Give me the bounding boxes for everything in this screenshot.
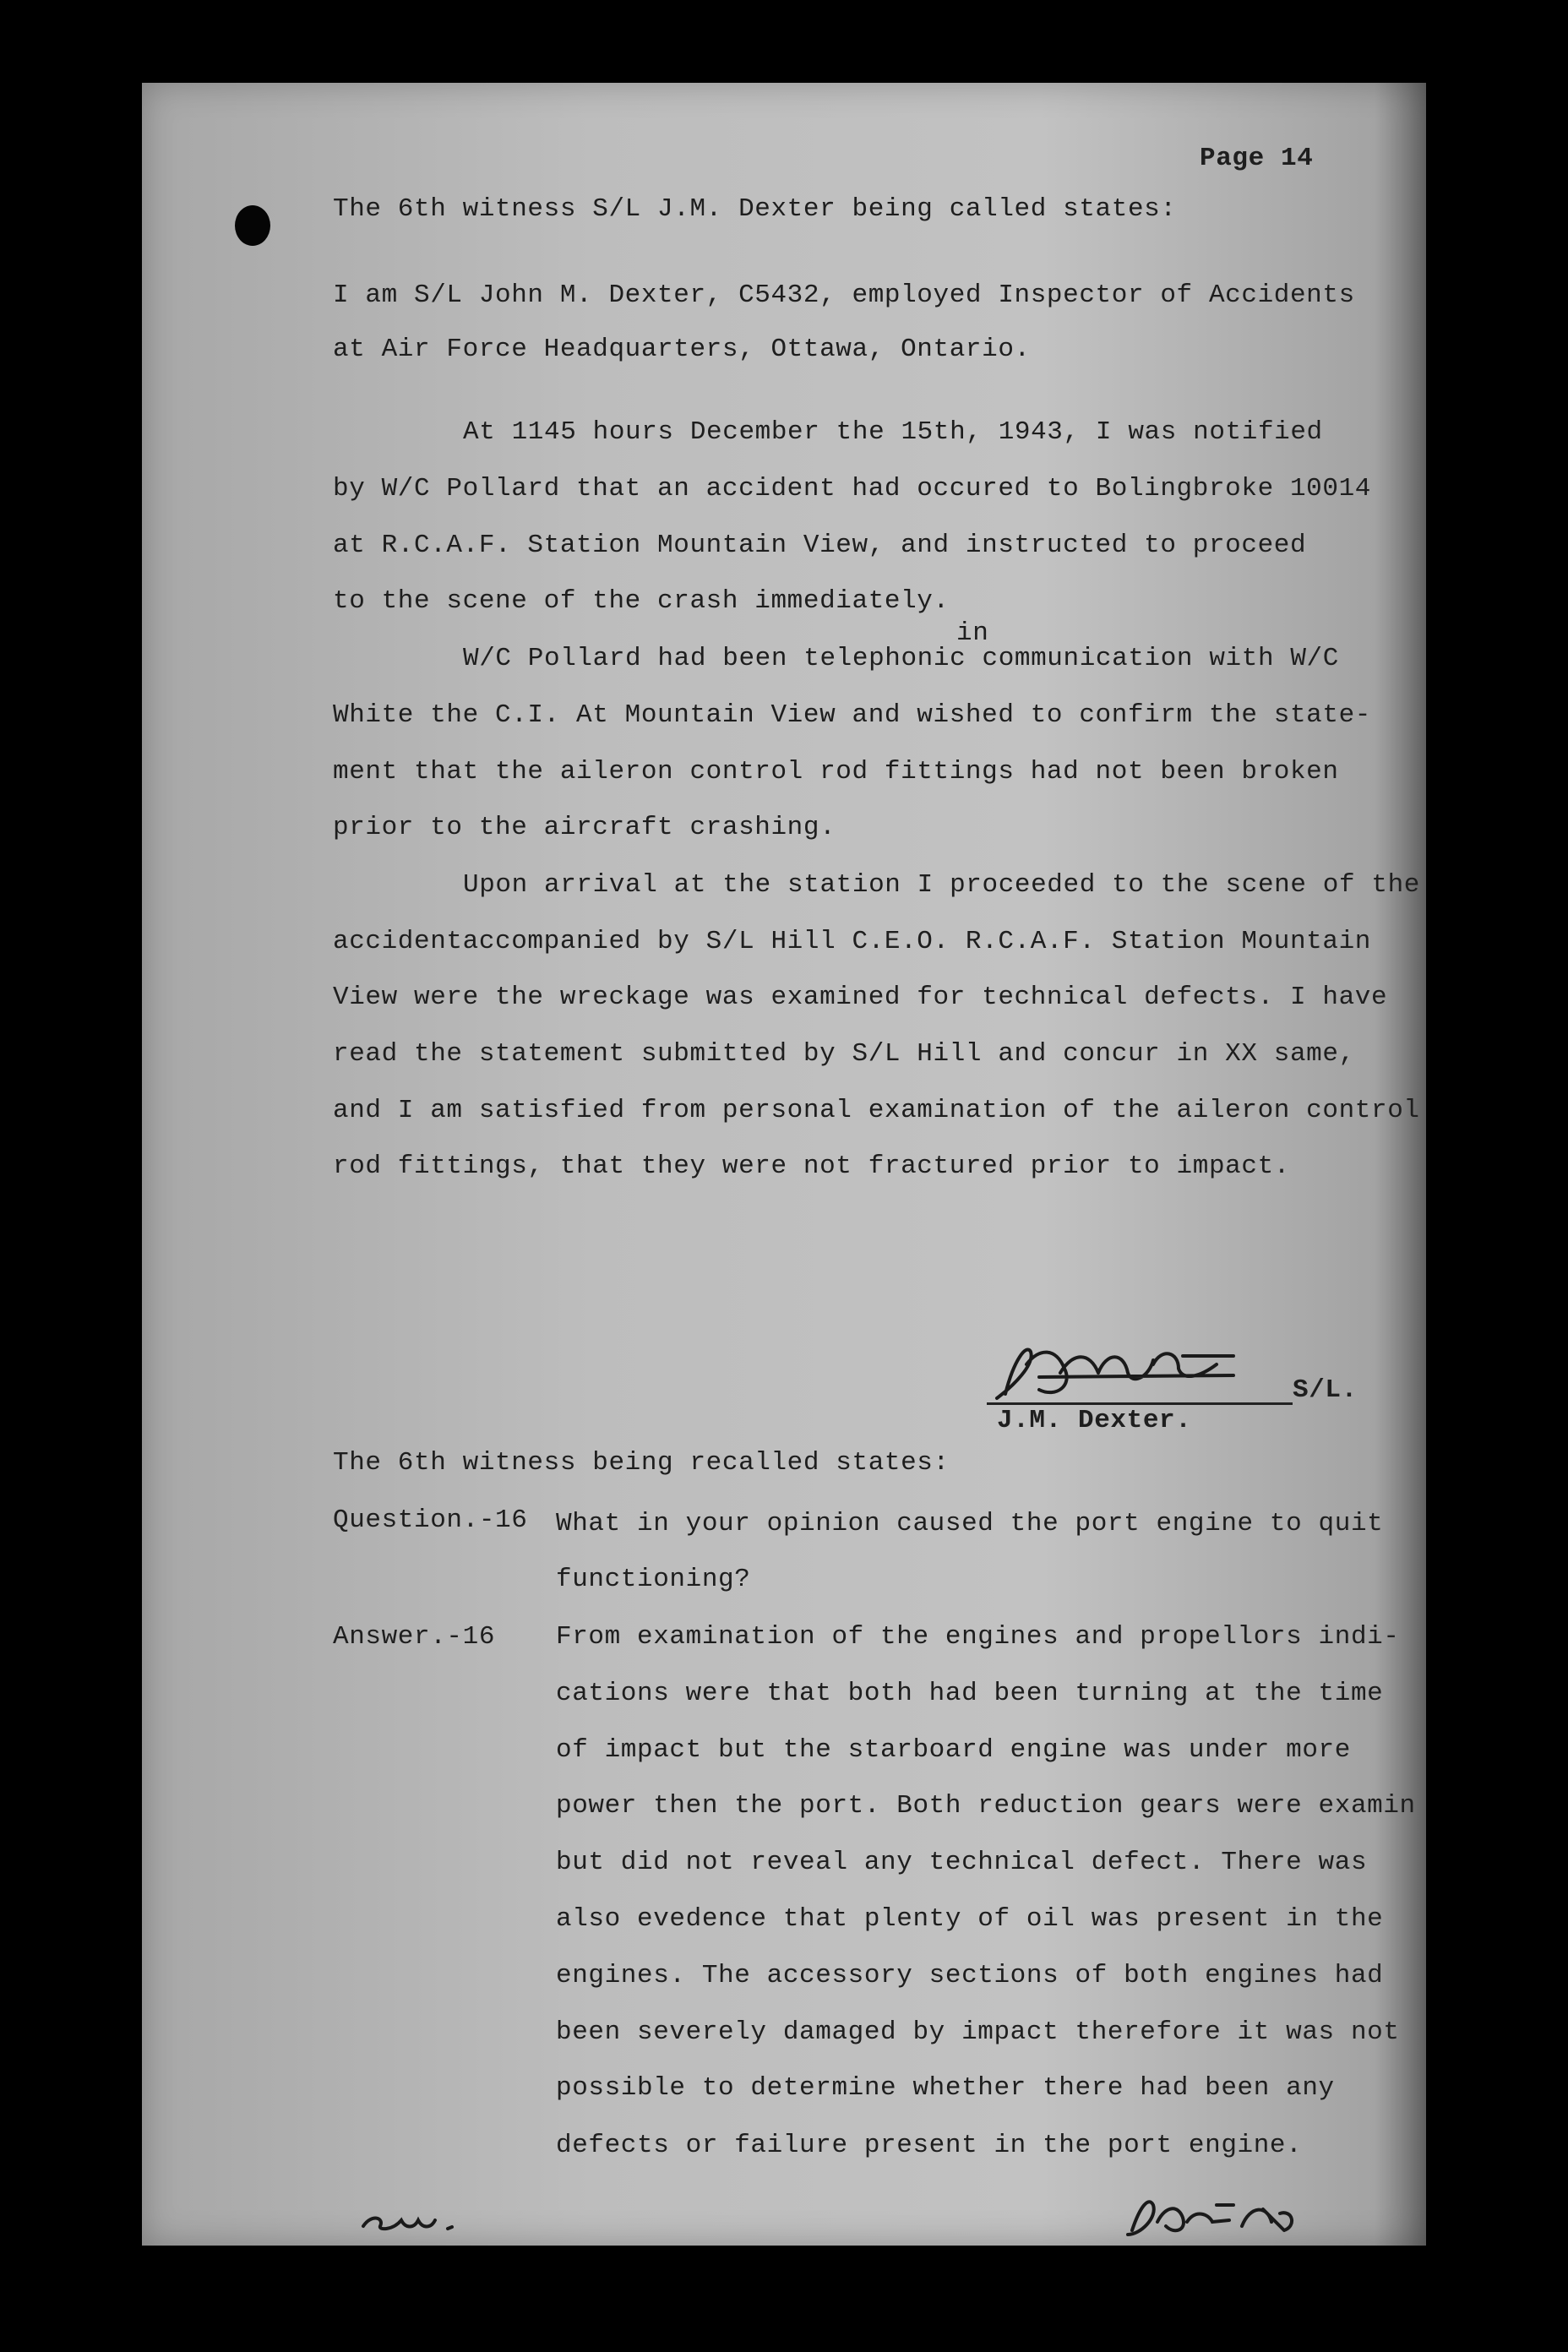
statement-line: White the C.I. At Mountain View and wished to confirm the state- bbox=[333, 700, 1371, 730]
answer-line: but did not reveal any technical defect. There was bbox=[556, 1848, 1368, 1877]
footer-initials bbox=[355, 2197, 473, 2239]
statement-line: ment that the aileron control rod fittings had not been broken bbox=[333, 757, 1339, 787]
answer-line: been severely damaged by impact therefore it was not bbox=[556, 2017, 1400, 2047]
answer-line: engines. The accessory sections of both engines had bbox=[556, 1961, 1384, 1990]
signature-line bbox=[987, 1402, 1293, 1405]
signature-rank: S/L. bbox=[1293, 1375, 1358, 1405]
question-line: functioning? bbox=[556, 1565, 751, 1594]
witness-heading: The 6th witness S/L J.M. Dexter being called states: bbox=[333, 194, 1177, 224]
statement-line: rod fittings, that they were not fractured prior to impact. bbox=[333, 1152, 1290, 1181]
answer-label: Answer.-16 bbox=[333, 1622, 496, 1652]
statement-line: by W/C Pollard that an accident had occured to Bolingbroke 10014 bbox=[333, 474, 1371, 504]
page-number: Page 14 bbox=[1200, 144, 1314, 173]
answer-line: power then the port. Both reduction gears were examin bbox=[556, 1791, 1416, 1821]
statement-line: read the statement submitted by S/L Hill and concur in XX same, bbox=[333, 1039, 1355, 1069]
answer-line: cations were that both had been turning at the time bbox=[556, 1679, 1384, 1708]
answer-line: also evedence that plenty of oil was present in the bbox=[556, 1904, 1384, 1934]
statement-line: and I am satisfied from personal examination of the aileron control bbox=[333, 1096, 1420, 1125]
punch-hole bbox=[235, 205, 270, 246]
typed-name: J.M. Dexter. bbox=[997, 1406, 1192, 1435]
statement-line: At 1145 hours December the 15th, 1943, I was notified bbox=[463, 417, 1323, 447]
statement-line: I am S/L John M. Dexter, C5432, employed Inspector of Accidents bbox=[333, 280, 1355, 310]
answer-line: defects or failure present in the port engine. bbox=[556, 2131, 1303, 2160]
statement-line: Upon arrival at the station I proceeded to the scene of the bbox=[463, 870, 1420, 900]
statement-line: prior to the aircraft crashing. bbox=[333, 813, 836, 842]
statement-line: at Air Force Headquarters, Ottawa, Ontario. bbox=[333, 335, 1031, 364]
statement-line: W/C Pollard had been telephonic communication with W/C bbox=[463, 644, 1339, 673]
statement-line: accidentaccompanied by S/L Hill C.E.O. R.C.A.F. Station Mountain bbox=[333, 927, 1371, 956]
answer-line: of impact but the starboard engine was under more bbox=[556, 1735, 1351, 1765]
insertion-mark: in bbox=[956, 618, 989, 648]
handwritten-signature bbox=[980, 1326, 1250, 1411]
answer-line: possible to determine whether there had been any bbox=[556, 2073, 1335, 2103]
recalled-heading: The 6th witness being recalled states: bbox=[333, 1448, 950, 1478]
statement-line: View were the wreckage was examined for technical defects. I have bbox=[333, 983, 1388, 1012]
footer-signature bbox=[1115, 2180, 1309, 2247]
answer-line: From examination of the engines and propellors indi- bbox=[556, 1622, 1400, 1652]
statement-line: to the scene of the crash immediately. bbox=[333, 586, 950, 616]
question-line: What in your opinion caused the port engine to quit bbox=[556, 1509, 1384, 1538]
statement-line: at R.C.A.F. Station Mountain View, and instructed to proceed bbox=[333, 531, 1307, 560]
question-label: Question.-16 bbox=[333, 1505, 528, 1535]
